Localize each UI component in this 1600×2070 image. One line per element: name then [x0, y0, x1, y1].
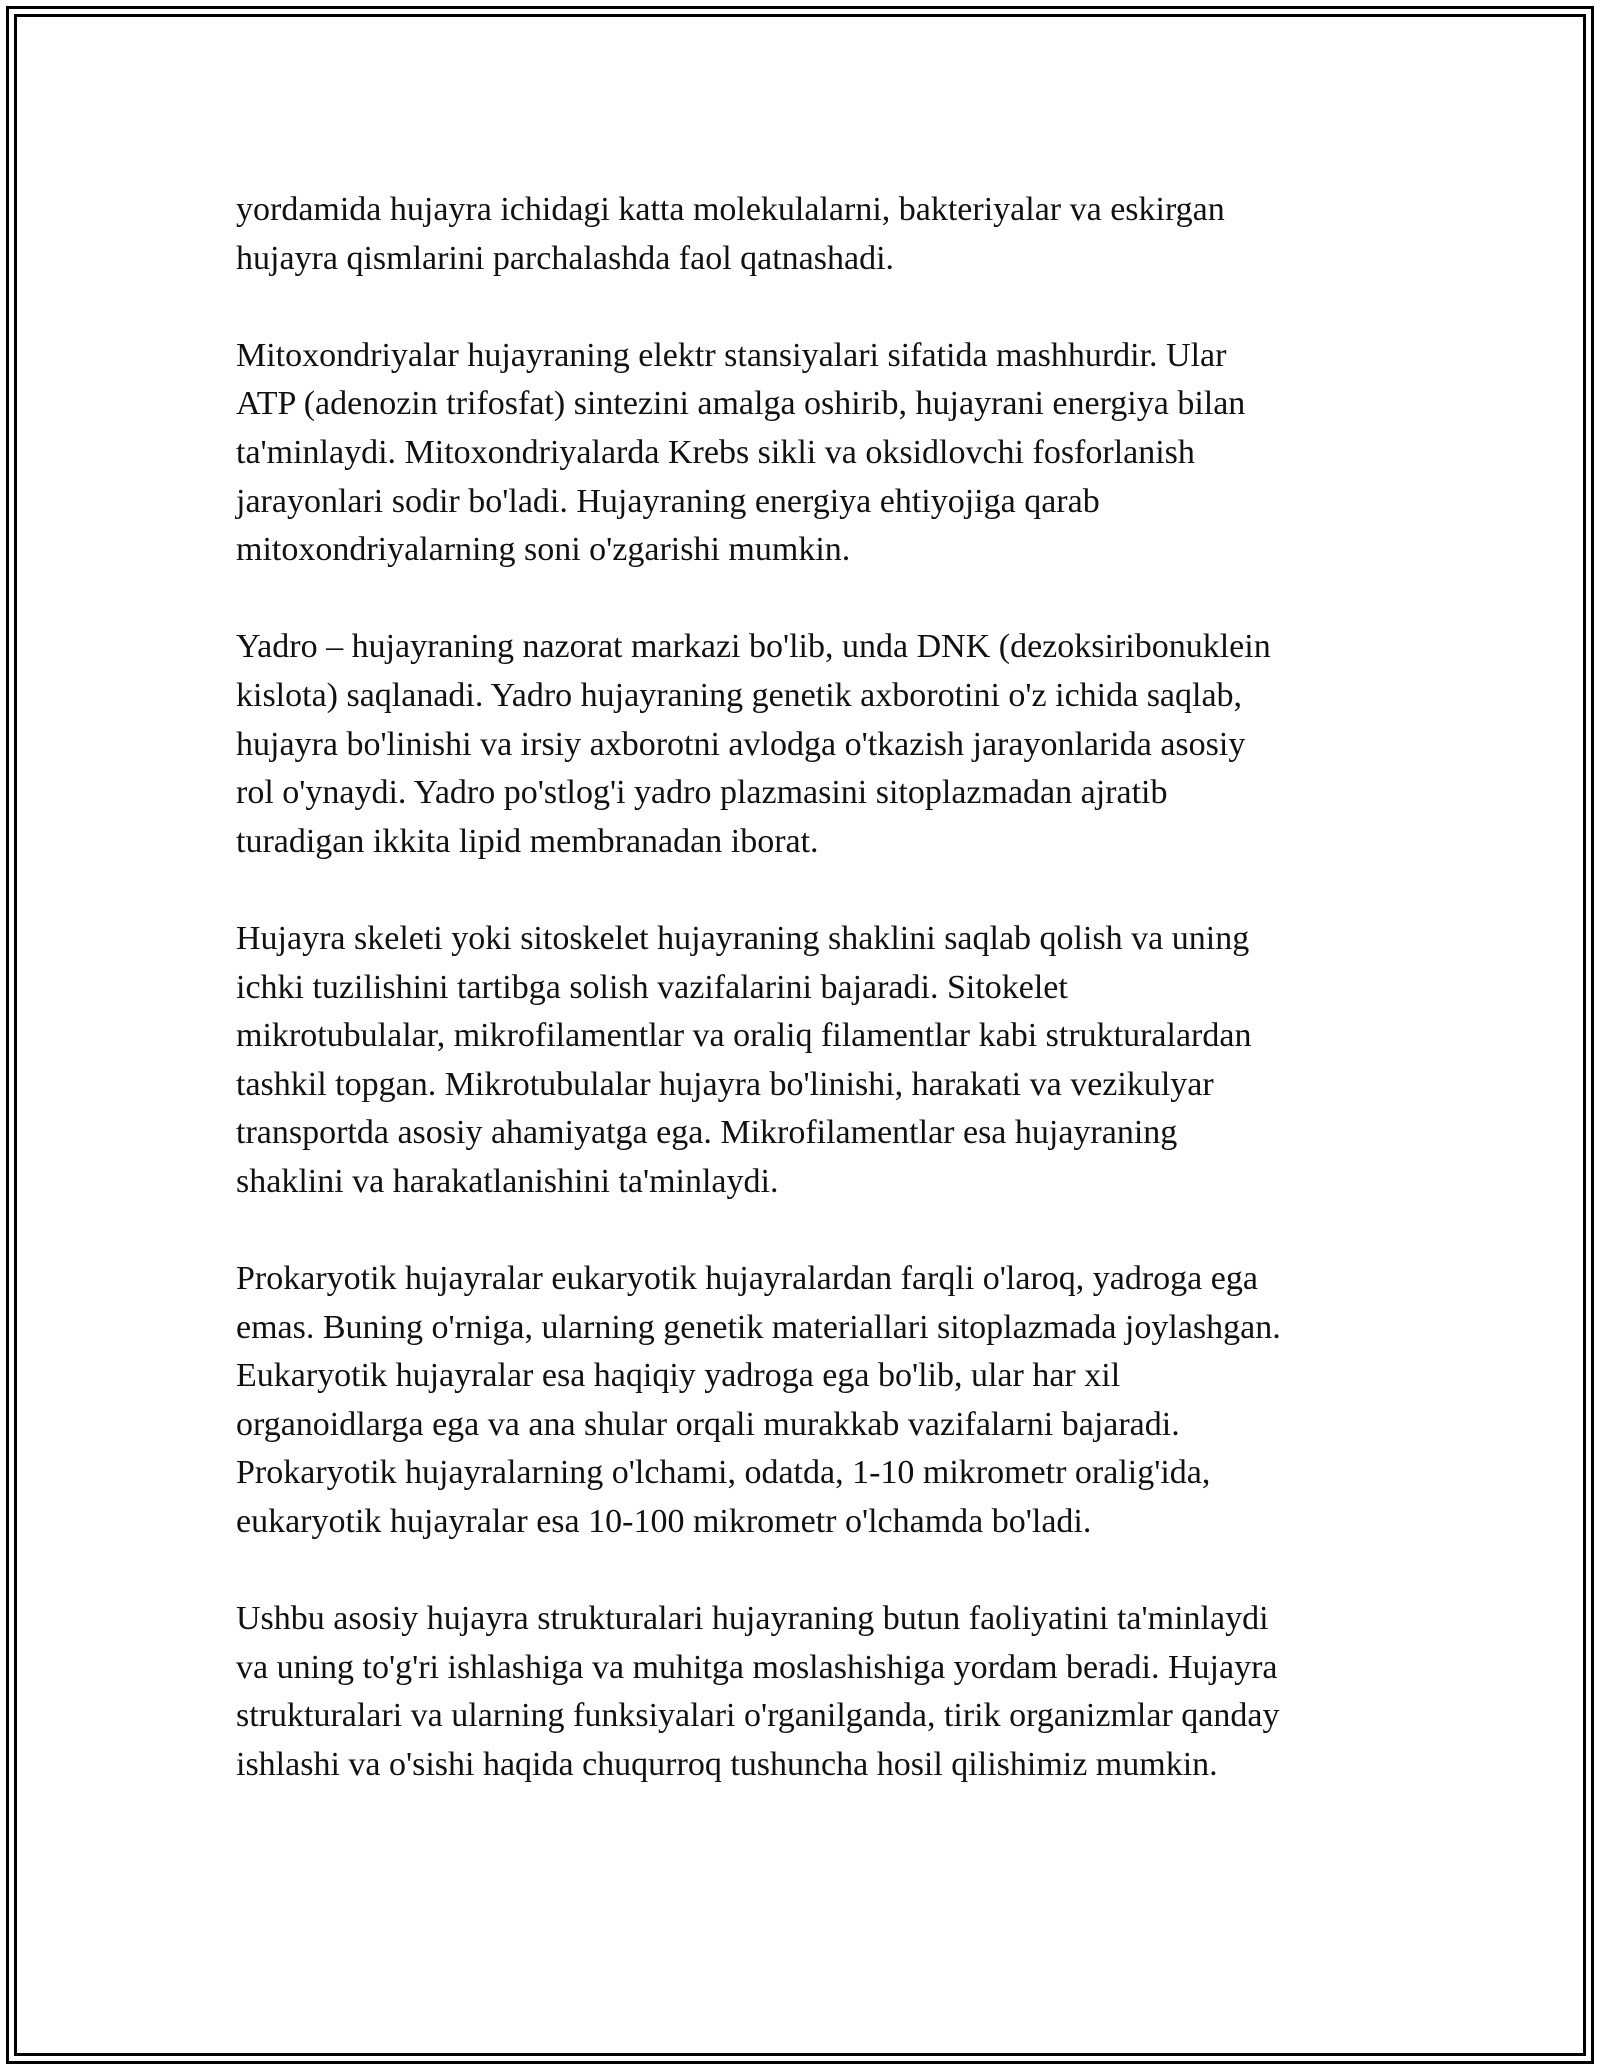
- paragraph: [236, 1595, 1376, 1789]
- text-line: ta'minlaydi. Mitoxondriyalarda Krebs sikli va oksidlovchi fosforlanish: [236, 433, 1195, 471]
- paragraph: [236, 623, 1376, 866]
- text-line: eukaryotik hujayralar esa 10-100 mikrometr o'lchamda bo'ladi.: [236, 1503, 1092, 1541]
- text-line: mikrotubulalar, mikrofilamentlar va oraliq filamentlar kabi strukturalardan: [236, 1017, 1252, 1055]
- text-line: hujayra qismlarini parchalashda faol qatnashadi.: [236, 239, 895, 277]
- text-line: yordamida hujayra ichidagi katta molekulalarni, bakteriyalar va eskirgan: [236, 191, 1225, 228]
- text-line: Prokaryotik hujayralar eukaryotik hujayralardan farqli o'laroq, yadroga ega: [236, 1260, 1258, 1298]
- paragraph: [236, 332, 1376, 575]
- text-line: Hujayra skeleti yoki sitoskelet hujayraning shaklini saqlab qolish va uning: [236, 919, 1250, 957]
- text-line: shaklini va harakatlanishini ta'minlaydi.: [236, 1162, 779, 1200]
- document-body: [236, 186, 1376, 1838]
- paragraph: [236, 1255, 1376, 1547]
- text-line: Prokaryotik hujayralarning o'lchami, odatda, 1-10 mikrometr oralig'ida,: [236, 1454, 1211, 1492]
- text-line: hujayra bo'linishi va irsiy axborotni avlodga o'tkazish jarayonlarida asosiy: [236, 725, 1246, 763]
- text-line: rol o'ynaydi. Yadro po'stlog'i yadro plazmasini sitoplazmadan ajratib: [236, 774, 1168, 812]
- text-line: Eukaryotik hujayralar esa haqiqiy yadroga ega bo'lib, ular har xil: [236, 1357, 1121, 1395]
- text-line: Ushbu asosiy hujayra strukturalari hujayraning butun faoliyatini ta'minlaydi: [236, 1600, 1269, 1638]
- text-line: mitoxondriyalarning soni o'zgarishi mumkin.: [236, 531, 851, 569]
- text-line: transportda asosiy ahamiyatga ega. Mikrofilamentlar esa hujayraning: [236, 1114, 1178, 1152]
- text-line: emas. Buning o'rniga, ularning genetik materiallari sitoplazmada joylashgan.: [236, 1308, 1281, 1346]
- text-line: ichki tuzilishini tartibga solish vazifalarini bajaradi. Sitokelet: [236, 968, 1068, 1006]
- text-line: ishlashi va o'sishi haqida chuqurroq tushuncha hosil qilishimiz mumkin.: [236, 1746, 1218, 1783]
- paragraph: [236, 186, 1376, 283]
- text-line: strukturalari va ularning funksiyalari o'rganilganda, tirik organizmlar qanday: [236, 1697, 1280, 1735]
- text-line: jarayonlari sodir bo'ladi. Hujayraning energiya ehtiyojiga qarab: [236, 482, 1100, 520]
- text-line: Mitoxondriyalar hujayraning elektr stansiyalari sifatida mashhurdir. Ular: [236, 336, 1227, 374]
- text-line: turadigan ikkita lipid membranadan iborat.: [236, 822, 819, 860]
- text-line: va uning to'g'ri ishlashiga va muhitga moslashishiga yordam beradi. Hujayra: [236, 1648, 1278, 1686]
- paragraph: [236, 915, 1376, 1207]
- text-line: Yadro – hujayraning nazorat markazi bo'lib, unda DNK (dezoksiribonuklein: [236, 628, 1271, 666]
- text-line: tashkil topgan. Mikrotubulalar hujayra bo'linishi, harakati va vezikulyar: [236, 1065, 1214, 1103]
- text-line: ATP (adenozin trifosfat) sintezini amalga oshirib, hujayrani energiya bilan: [236, 385, 1246, 423]
- text-line: organoidlarga ega va ana shular orqali murakkab vazifalarni bajaradi.: [236, 1405, 1180, 1443]
- text-line: kislota) saqlanadi. Yadro hujayraning genetik axborotini o'z ichida saqlab,: [236, 676, 1243, 714]
